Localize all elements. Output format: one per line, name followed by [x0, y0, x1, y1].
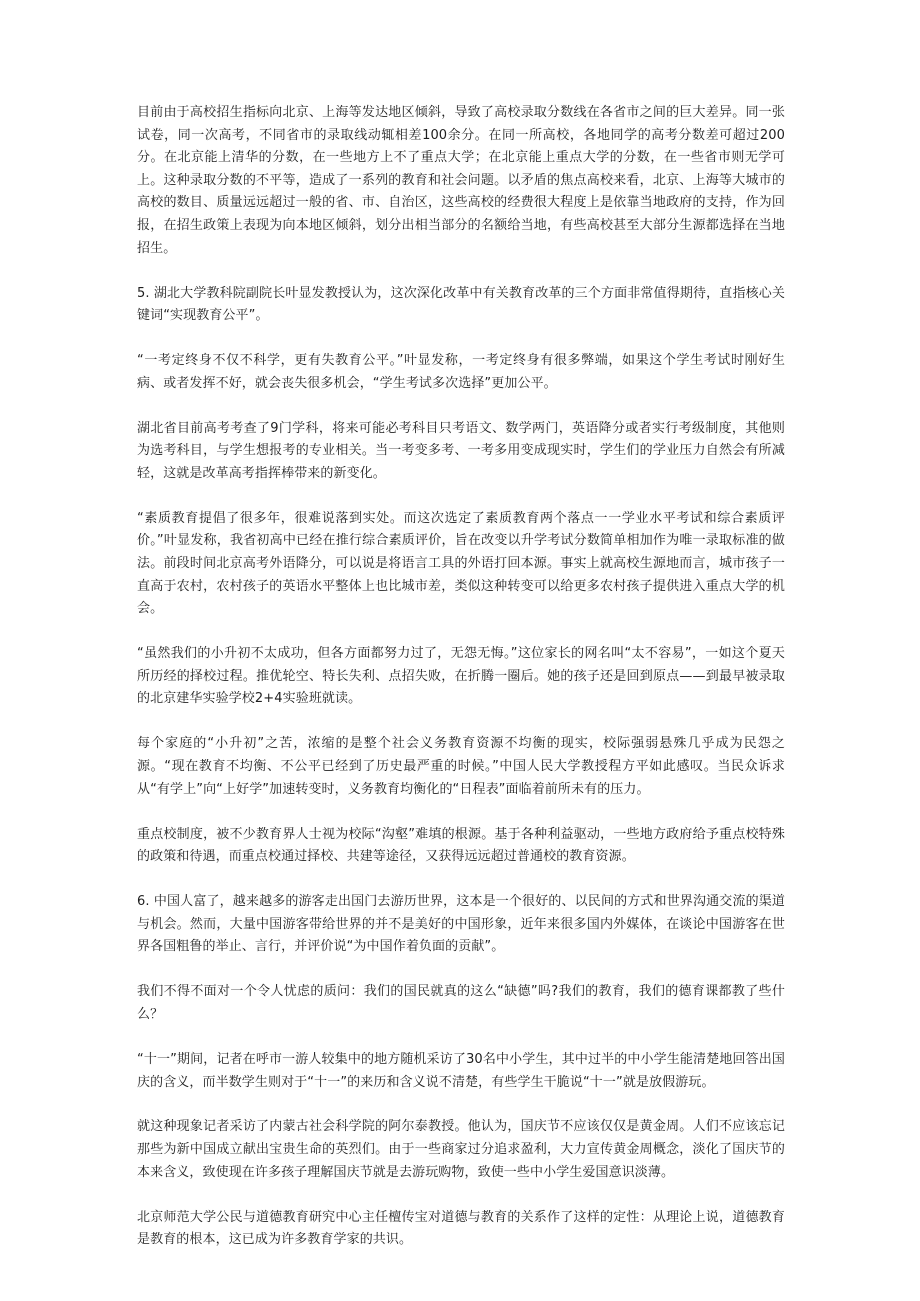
paragraph-key-school-system: 重点校制度，被不少教育界人士视为校际“沟壑”难填的根源。基于各种利益驱动，一些地方政府给予重点校特殊的政策和待遇，而重点校通过择校、共建等途径，又获得远远超过普通校的教育资源。 [137, 826, 785, 865]
paragraph-admission-gap: 目前由于高校招生指标向北京、上海等发达地区倾斜，导致了高校录取分数线在各省市之间的巨大差异。同一张试卷，同一次高考，不同省市的录取线动辄相差100余分。在同一所高校，各地同学的高考分数差可超过200分。在北京能上清华的分数，在一些地方上不了重点大学；在北京能上重点大学的分数，在一些省市则无学可上。这种录取分数的不平等，造成了一系列的教育和社会问题。以矛盾的焦点高校来看，北京、上海等大城市的高校的数目、质量远远超过一般的省、市、自治区，这些高校的经费很大程度上是依靠当地政府的支持，作为回报，在招生政策上表现为向本地区倾斜，划分出相当部分的名额给当地，有些高校甚至大部分生源都选择在当地招生。 [137, 105, 785, 256]
paragraph-item-6-tourists: 6. 中国人富了，越来越多的游客走出国门去游历世界，这本是一个很好的、以民间的方式和世界沟通交流的渠道与机会。然而，大量中国游客带给世界的并不是美好的中国形象，近年来很多国内外媒体，在谈论中国游客在世界各国粗鲁的举止、言行，并评价说“为中国作着负面的贡献”。 [137, 894, 785, 955]
paragraph-compulsory-education: 每个家庭的“小升初”之苦，浓缩的是整个社会义务教育资源不均衡的现实，校际强弱悬殊几乎成为民怨之源。“现在教育不均衡、不公平已经到了历史最严重的时候。”中国人民大学教授程方平如此感叹。当民众诉求从“有学上”向“上好学”加速转变时，义务教育均衡化的“日程表”面临着前所未有的压力。 [137, 736, 785, 797]
paragraph-one-exam-quote: “一考定终身不仅不科学，更有失教育公平。”叶显发称，一考定终身有很多弊端，如果这个学生考试时刚好生病、或者发挥不好，就会丧失很多机会，“学生考试多次选择”更加公平。 [137, 353, 785, 391]
paragraph-parent-story: “虽然我们的小升初不太成功，但各方面都努力过了，无怨无悔。”这位家长的网名叫“太不容易”，一如这个夏天所历经的择校过程。推优轮空、特长失利、点招失败，在折腾一圈后。她的孩子还是回到原点——到最早被录取的北京建华实验学校2+4实验班就读。 [137, 646, 785, 707]
paragraph-moral-question: 我们不得不面对一个令人忧虑的质问：我们的国民就真的这么“缺德”吗?我们的教育，我们的德育课都教了些什么？ [137, 984, 785, 1022]
paragraph-national-day-survey: “十一”期间，记者在呼市一游人较集中的地方随机采访了30名中小学生，其中过半的中小学生能清楚地回答出国庆的含义，而半数学生则对于“十一”的来历和含义说不清楚，有些学生干脆说“十一”就是放假游玩。 [137, 1051, 785, 1090]
document-body [137, 102, 785, 1274]
paragraph-professor-interview: 就这种现象记者采访了内蒙古社会科学院的阿尔泰教授。他认为，国庆节不应该仅仅是黄金周。人们不应该忘记那些为新中国成立献出宝贵生命的英烈们。由于一些商家过分追求盈利，大力宣传黄金周概念，淡化了国庆节的本来含义，致使现在许多孩子理解国庆节就是去游玩购物，致使一些中小学生爱国意识淡薄。 [137, 1119, 785, 1180]
paragraph-moral-education-definition: 北京师范大学公民与道德教育研究中心主任檀传宝对道德与教育的关系作了这样的定性：从理论上说，道德教育是教育的根本，这已成为许多教育学家的共识。 [137, 1209, 785, 1248]
paragraph-quality-education: “素质教育提倡了很多年，很难说落到实处。而这次选定了素质教育两个落点一一学业水平考试和综合素质评价。”叶显发称，我省初高中已经在推行综合素质评价，旨在改变以升学考试分数简单相加作为唯一录取标准的做法。前段时间北京高考外语降分，可以说是将语言工具的外语打回本源。事实上就高校生源地而言，城市孩子一直高于农村，农村孩子的英语水平整体上也比城市差，类似这种转变可以给更多农村孩子提供进入重点大学的机会。 [137, 510, 785, 617]
paragraph-item-5-intro: 5. 湖北大学教科院副院长叶显发教授认为，这次深化改革中有关教育改革的三个方面非常值得期待，直指核心关键词“实现教育公平”。 [137, 285, 785, 324]
paragraph-hubei-subjects: 湖北省目前高考考查了9门学科，将来可能必考科目只考语文、数学两门，英语降分或者实行考级制度，其他则为选考科目，与学生想报考的专业相关。当一考变多考、一考多用变成现实时，学生们的学业压力自然会有所减轻，这就是改革高考指挥棒带来的新变化。 [137, 420, 785, 481]
